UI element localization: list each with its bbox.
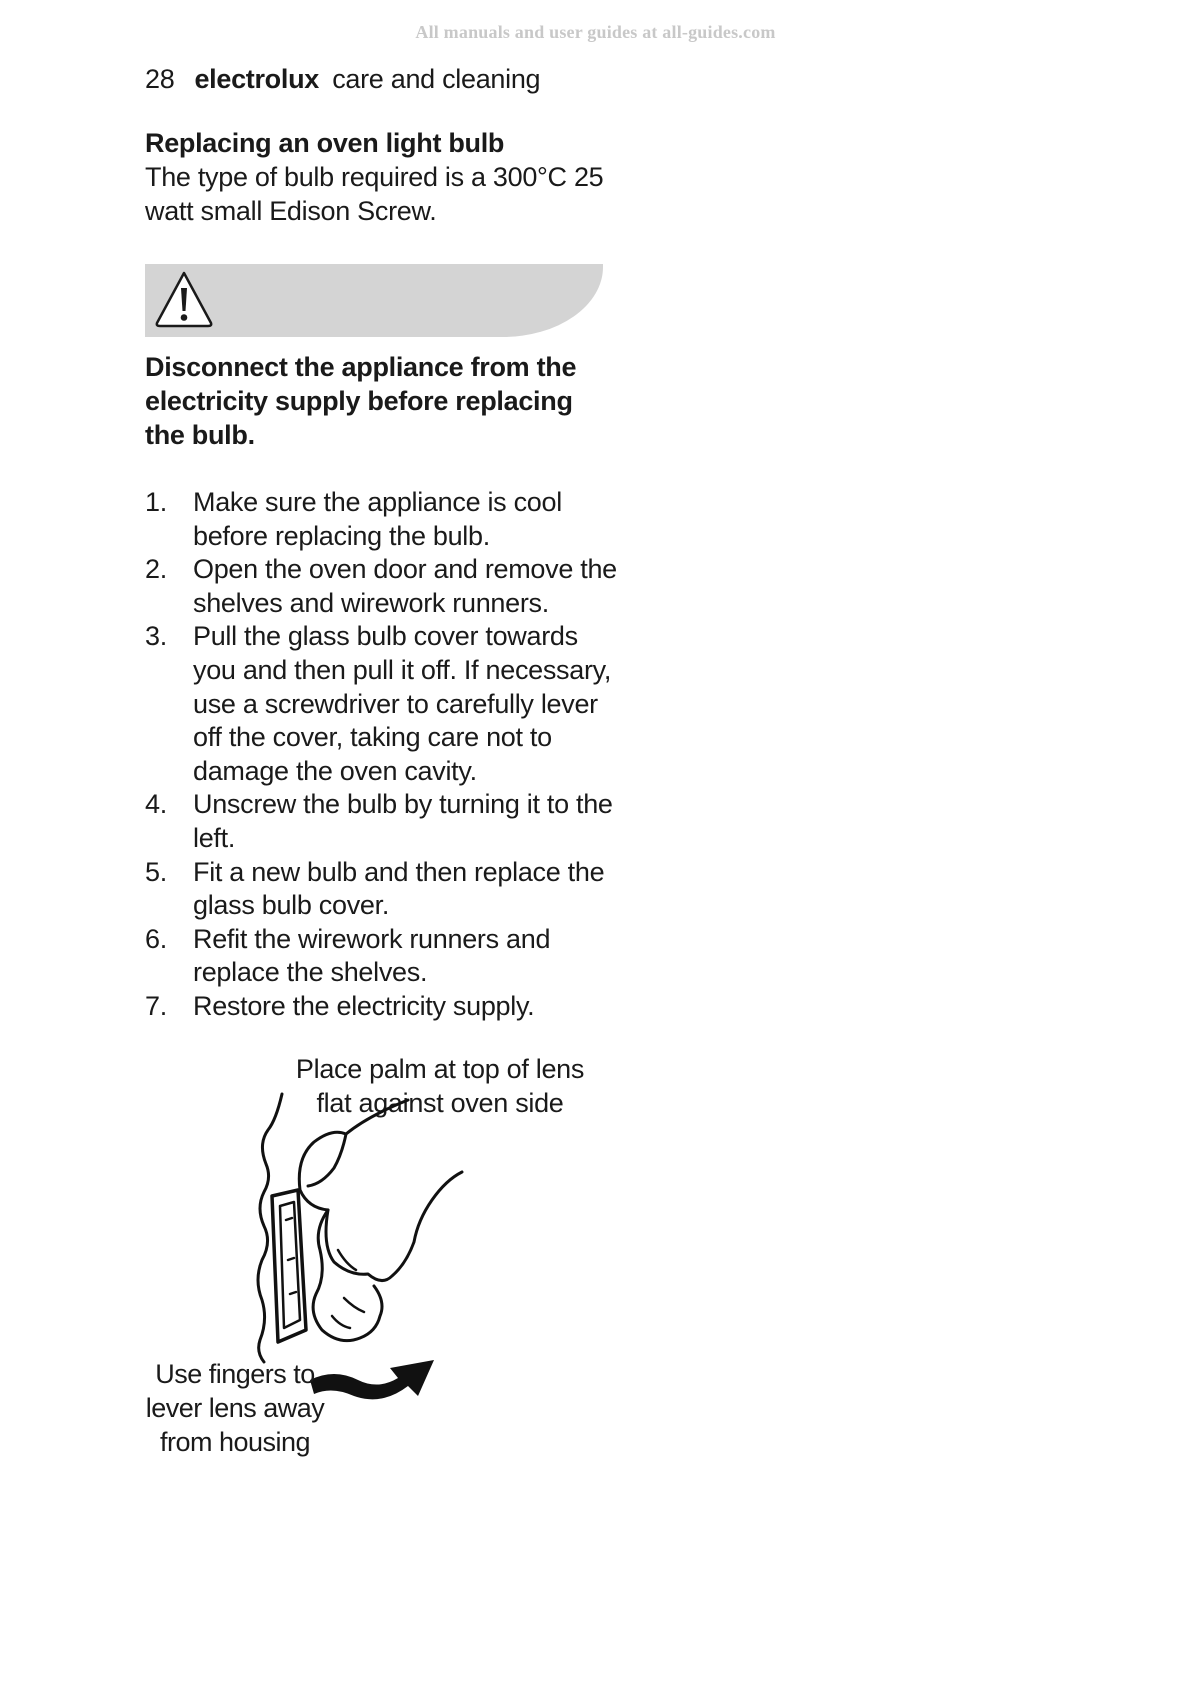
list-item xyxy=(145,856,625,923)
step-text: Fit a new bulb and then replace the glass bulb cover. xyxy=(193,856,605,921)
page-number: 28 xyxy=(145,64,175,94)
brand-name: electrolux xyxy=(194,64,319,94)
section-title: Replacing an oven light bulb xyxy=(145,128,505,158)
step-text: Pull the glass bulb cover towards you and then pull it off. If necessary, use a screwdriver to carefully lever off the cover, taking care not to damage the oven cavity. xyxy=(193,621,612,786)
page-header xyxy=(145,64,540,95)
list-item xyxy=(145,788,625,855)
step-text: Make sure the appliance is cool before replacing the bulb. xyxy=(193,487,562,551)
section-name: care and cleaning xyxy=(332,64,541,94)
step-text: Refit the wirework runners and replace the shelves. xyxy=(193,923,551,988)
step-number: 1. xyxy=(145,487,167,517)
watermark: All manuals and user guides at all-guides.com xyxy=(415,22,776,42)
step-number: 3. xyxy=(145,621,167,652)
list-item xyxy=(145,486,625,553)
list-item xyxy=(145,990,625,1024)
step-text: Open the oven door and remove the shelves and wirework runners. xyxy=(193,554,617,618)
step-number: 6. xyxy=(145,923,167,954)
hand-outline xyxy=(299,1100,462,1281)
list-item xyxy=(145,923,625,990)
step-text: Restore the electricity supply. xyxy=(193,990,535,1021)
intro-text: The type of bulb required is a 300°C 25 watt small Edison Screw. xyxy=(145,162,604,226)
steps-list xyxy=(145,486,625,1024)
lens-inner xyxy=(280,1202,300,1328)
step-number: 5. xyxy=(145,856,167,887)
step-number: 7. xyxy=(145,990,167,1021)
illustration-caption-top: Place palm at top of lens flat against oven side xyxy=(295,1054,585,1118)
warning-text: Disconnect the appliance from the electricity supply before replacing the bulb. xyxy=(145,352,577,450)
step-number: 4. xyxy=(145,789,167,820)
step-number: 2. xyxy=(145,554,167,585)
illustration-caption-bottom: Use fingers to lever lens away from housing xyxy=(145,1359,325,1457)
list-item xyxy=(145,553,625,620)
list-item xyxy=(145,620,625,788)
step-text: Unscrew the bulb by turning it to the left. xyxy=(193,789,613,853)
warning-triangle-icon xyxy=(153,269,215,329)
warning-bar xyxy=(145,264,603,337)
